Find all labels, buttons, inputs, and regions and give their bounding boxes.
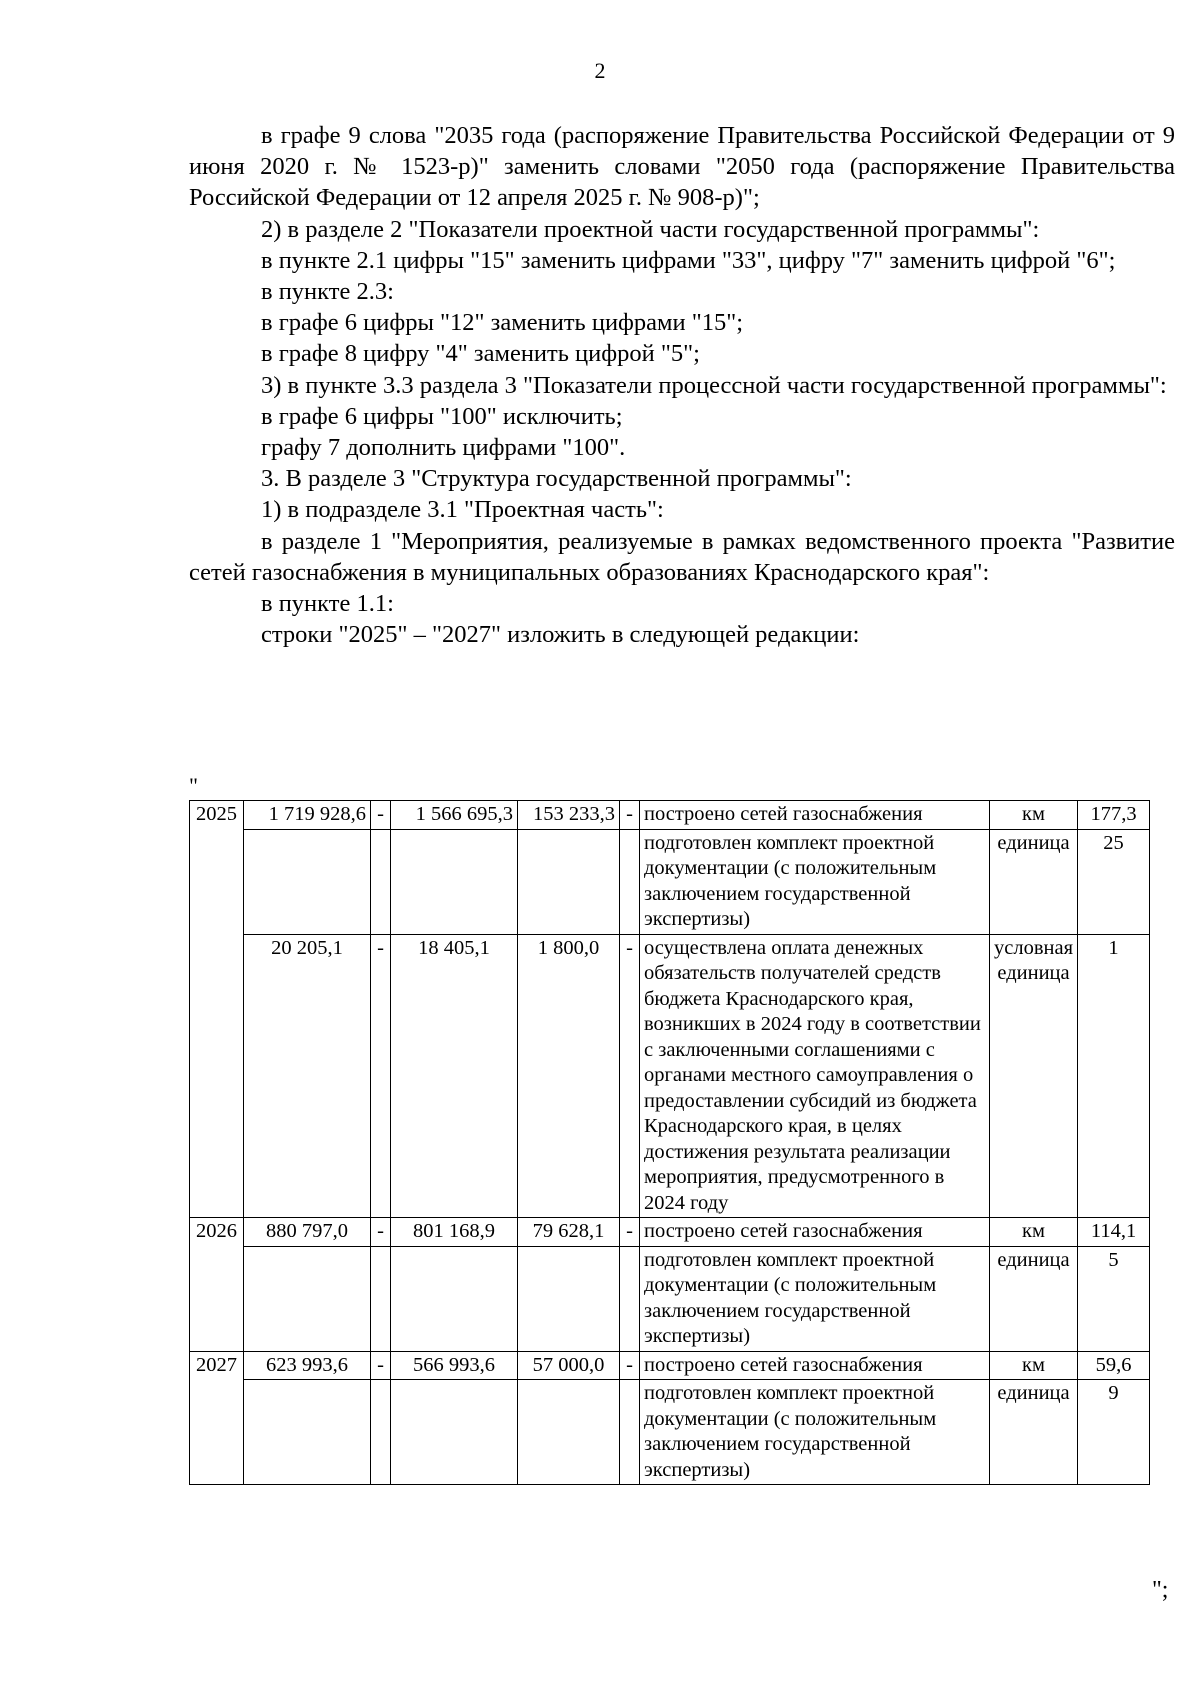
paragraph-rows-new-edition: строки "2025" – "2027" изложить в следующей редакции:	[261, 621, 860, 649]
table-row	[190, 1218, 1150, 1247]
value-cell: 5	[1078, 1246, 1150, 1351]
empty-cell	[620, 829, 640, 934]
table-row	[190, 1351, 1150, 1380]
total-cell: 623 993,6	[244, 1351, 371, 1380]
amount-cell: 1 800,0	[518, 934, 620, 1218]
year-cell: 2027	[190, 1351, 244, 1485]
total-cell: 880 797,0	[244, 1218, 371, 1247]
paragraph-section2: 2) в разделе 2 "Показатели проектной части государственной программы":	[261, 215, 1040, 243]
paragraph-section3: 3. В разделе 3 "Структура государственной программы":	[261, 465, 852, 493]
empty-cell	[620, 1380, 640, 1485]
page-number: 2	[594, 58, 606, 83]
paragraph-item-2-1: в пункте 2.1 цифры "15" заменить цифрами "33", цифру "7" заменить цифрой "6";	[261, 246, 1116, 274]
table-row	[190, 1380, 1150, 1485]
indicator-cell: построено сетей газоснабжения	[640, 1218, 990, 1247]
empty-cell	[244, 829, 371, 934]
unit-cell: единица	[990, 1380, 1078, 1485]
empty-cell	[620, 1246, 640, 1351]
amount-cell: 18 405,1	[391, 934, 518, 1218]
value-cell: 25	[1078, 829, 1150, 934]
dash-cell: -	[620, 1218, 640, 1247]
dash-cell: -	[371, 934, 391, 1218]
indicator-cell: построено сетей газоснабжения	[640, 801, 990, 830]
closing-quote: ";	[1152, 1577, 1169, 1603]
empty-cell	[371, 1246, 391, 1351]
total-cell: 20 205,1	[244, 934, 371, 1218]
document-body	[189, 120, 1175, 650]
paragraph-graph9: в графе 9 слова "2035 года (распоряжение Правительства Российской Федерации от 9 июня 2020 г. № 1523-р)" заменить словами "2050 года (распоряжение Правительства Российской Федерации от 12 апреля 2025 г. № 908-р)";	[189, 122, 1175, 212]
dash-cell: -	[371, 1351, 391, 1380]
dash-cell: -	[620, 1351, 640, 1380]
paragraph-subsection-3-1: 1) в подразделе 3.1 "Проектная часть":	[261, 496, 664, 524]
dash-cell: -	[371, 1218, 391, 1247]
empty-cell	[371, 1380, 391, 1485]
empty-cell	[371, 829, 391, 934]
table-row	[190, 1246, 1150, 1351]
paragraph-graph7-add: графу 7 дополнить цифрами "100".	[261, 434, 626, 462]
opening-quote: "	[189, 773, 198, 798]
paragraph-graph8: в графе 8 цифру "4" заменить цифрой "5";	[261, 340, 700, 368]
amendment-table	[189, 800, 1150, 1485]
paragraph-item-3-3: 3) в пункте 3.3 раздела 3 "Показатели процессной части государственной программы":	[261, 371, 1167, 399]
dash-cell: -	[620, 801, 640, 830]
amount-cell: 153 233,3	[518, 801, 620, 830]
indicator-cell: подготовлен комплект проектной документации (с положительным заключением государственной экспертизы)	[640, 1246, 990, 1351]
dash-cell: -	[371, 801, 391, 830]
unit-cell: км	[990, 1351, 1078, 1380]
indicator-cell: подготовлен комплект проектной документации (с положительным заключением государственной экспертизы)	[640, 829, 990, 934]
empty-cell	[391, 829, 518, 934]
table-row	[190, 801, 1150, 830]
amount-cell: 57 000,0	[518, 1351, 620, 1380]
paragraph-graph6: в графе 6 цифры "12" заменить цифрами "15";	[261, 309, 744, 337]
amount-cell: 801 168,9	[391, 1218, 518, 1247]
empty-cell	[518, 1246, 620, 1351]
empty-cell	[518, 1380, 620, 1485]
indicator-cell: осуществлена оплата денежных обязательств получателей средств бюджета Краснодарского края, возникших в 2024 году в соответствии с заключенными соглашениями с органами местного самоуправления о предоставлении субсидий из бюджета Краснодарского края, в целях достижения результата реализации мероприятия, предусмотренного в 2024 году	[640, 934, 990, 1218]
table-row	[190, 934, 1150, 1218]
value-cell: 9	[1078, 1380, 1150, 1485]
amount-cell: 79 628,1	[518, 1218, 620, 1247]
empty-cell	[244, 1380, 371, 1485]
paragraph-item-2-3: в пункте 2.3:	[261, 278, 394, 306]
amount-cell: 1 566 695,3	[391, 801, 518, 830]
empty-cell	[244, 1246, 371, 1351]
total-cell: 1 719 928,6	[244, 801, 371, 830]
unit-cell: единица	[990, 1246, 1078, 1351]
value-cell: 114,1	[1078, 1218, 1150, 1247]
paragraph-project-section1: в разделе 1 "Мероприятия, реализуемые в рамках ведомственного проекта "Развитие сетей газоснабжения в муниципальных образованиях Краснодарского края":	[189, 527, 1175, 586]
paragraph-graph6-exclude: в графе 6 цифры "100" исключить;	[261, 402, 623, 430]
dash-cell: -	[620, 934, 640, 1218]
indicator-cell: подготовлен комплект проектной документации (с положительным заключением государственной экспертизы)	[640, 1380, 990, 1485]
unit-cell: условная единица	[990, 934, 1078, 1218]
value-cell: 1	[1078, 934, 1150, 1218]
unit-cell: км	[990, 1218, 1078, 1247]
empty-cell	[391, 1246, 518, 1351]
table-row	[190, 829, 1150, 934]
unit-cell: км	[990, 801, 1078, 830]
amount-cell: 566 993,6	[391, 1351, 518, 1380]
value-cell: 59,6	[1078, 1351, 1150, 1380]
year-cell: 2025	[190, 801, 244, 1218]
value-cell: 177,3	[1078, 801, 1150, 830]
empty-cell	[518, 829, 620, 934]
indicator-cell: построено сетей газоснабжения	[640, 1351, 990, 1380]
paragraph-item-1-1: в пункте 1.1:	[261, 590, 394, 618]
empty-cell	[391, 1380, 518, 1485]
unit-cell: единица	[990, 829, 1078, 934]
year-cell: 2026	[190, 1218, 244, 1352]
